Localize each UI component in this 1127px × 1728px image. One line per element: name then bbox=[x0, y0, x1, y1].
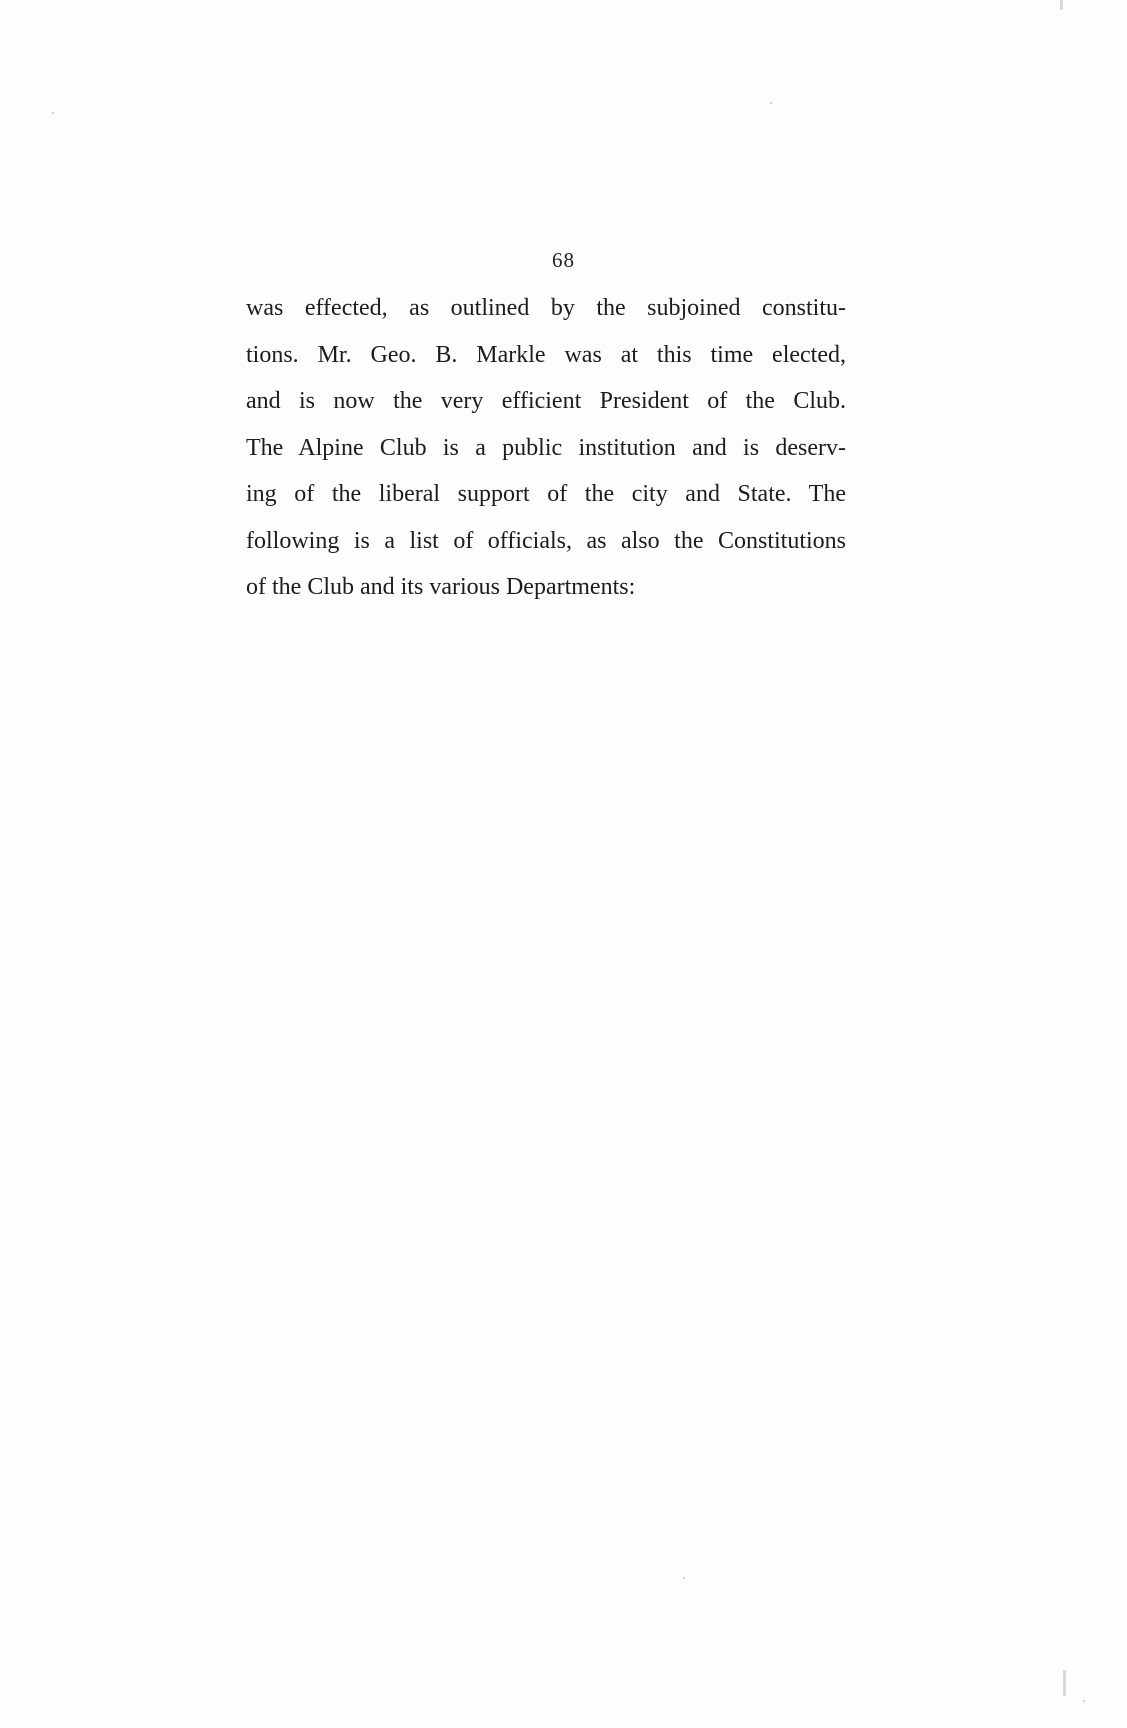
scan-speck bbox=[1083, 1700, 1085, 1702]
scan-speck bbox=[770, 102, 772, 104]
text-line: The Alpine Club is a public institution and is deserv- bbox=[246, 434, 846, 461]
scan-edge-mark bbox=[1063, 1670, 1066, 1696]
text-line: ing of the liberal support of the city and State. The bbox=[246, 481, 846, 507]
page-number: 68 bbox=[552, 248, 575, 272]
body-paragraph bbox=[246, 285, 846, 611]
text-line: of the Club and its various Departments: bbox=[246, 574, 636, 600]
text-line: tions. Mr. Geo. B. Markle was at this time elected, bbox=[246, 341, 846, 368]
scan-edge-mark bbox=[1060, 0, 1063, 10]
text-line: following is a list of officials, as also the Constitutions bbox=[246, 527, 846, 554]
scan-speck bbox=[52, 112, 54, 114]
text-line: and is now the very efficient President of the Club. bbox=[246, 388, 846, 414]
scan-speck bbox=[683, 1577, 685, 1579]
text-line: was effected, as outlined by the subjoined constitu- bbox=[246, 295, 846, 321]
